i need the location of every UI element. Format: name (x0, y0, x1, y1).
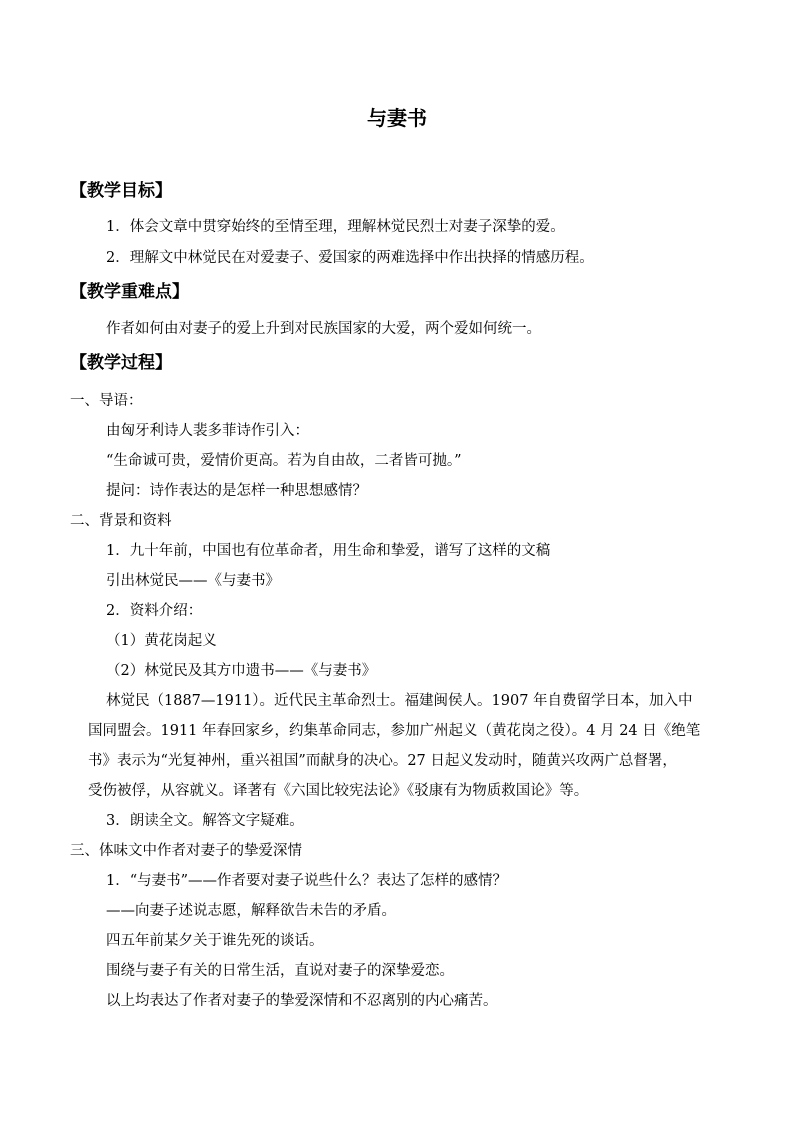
part3-line-1: 1．“与妻书”——作者要对妻子说些什么？表达了怎样的感情？ (106, 873, 508, 889)
keypoints-text: 作者如何由对妻子的爱上升到对民族国家的大爱，两个爱如何统一。 (106, 321, 541, 337)
part2-line-3: 2．资料介绍： (106, 603, 203, 619)
part2-heading: 二、背景和资料 (70, 513, 172, 529)
part3-heading: 三、体味文中作者对妻子的挚爱深情 (70, 843, 302, 859)
part1-line-3: 提问：诗作表达的是怎样一种思想感情？ (106, 483, 367, 499)
bio-line-2: 国同盟会。1911 年春回家乡，约集革命同志，参加广州起义（黄花岗之役）。4 月 24 日《绝笔 (88, 723, 701, 739)
section-heading-process: 【教学过程】 (70, 353, 172, 373)
bio-line-3: 书》表示为“光复神州，重兴祖国”而献身的决心。27 日起义发动时，随黄兴攻两广总督署， (88, 753, 677, 769)
part2-line-1: 1．九十年前，中国也有位革命者，用生命和挚爱，谱写了这样的文稿 (106, 543, 551, 559)
part2-line-2: 引出林觉民——《与妻书》 (106, 573, 280, 589)
part3-line-5: 以上均表达了作者对妻子的挚爱深情和不忍离别的内心痛苦。 (106, 993, 498, 1009)
part2-line-4: （1）黄花岗起义 (106, 633, 217, 649)
page-title: 与妻书 (367, 106, 427, 130)
part3-line-3: 四五年前某夕关于谁先死的谈话。 (106, 933, 324, 949)
part2-after: 3．朗读全文。解答文字疑难。 (106, 813, 304, 829)
part2-line-5: （2）林觉民及其方巾遗书——《与妻书》 (106, 663, 377, 679)
bio-line-4: 受伤被俘，从容就义。译著有《六国比较宪法论》《驳康有为物质救国论》等。 (88, 783, 589, 799)
bio-line-1: 林觉民（1887—1911）。近代民主革命烈士。福建闽侯人。1907 年自费留学日本，加入中 (106, 693, 693, 709)
part3-line-4: 围绕与妻子有关的日常生活，直说对妻子的深挚爱恋。 (106, 963, 454, 979)
part1-line-2: “生命诚可贵，爱情价更高。若为自由故，二者皆可抛。” (106, 453, 462, 469)
part3-line-2: ——向妻子述说志愿，解释欲告未告的矛盾。 (106, 903, 396, 919)
part1-line-1: 由匈牙利诗人裴多菲诗作引入： (106, 423, 309, 439)
part1-heading: 一、导语： (70, 393, 143, 409)
section-heading-keypoints: 【教学重难点】 (70, 282, 189, 302)
goal-item-2: 2．理解文中林觉民在对爱妻子、爱国家的两难选择中作出抉择的情感历程。 (106, 250, 594, 266)
goal-item-1: 1．体会文章中贯穿始终的至情至理，理解林觉民烈士对妻子深挚的爱。 (106, 219, 565, 235)
section-heading-goals: 【教学目标】 (70, 181, 172, 201)
